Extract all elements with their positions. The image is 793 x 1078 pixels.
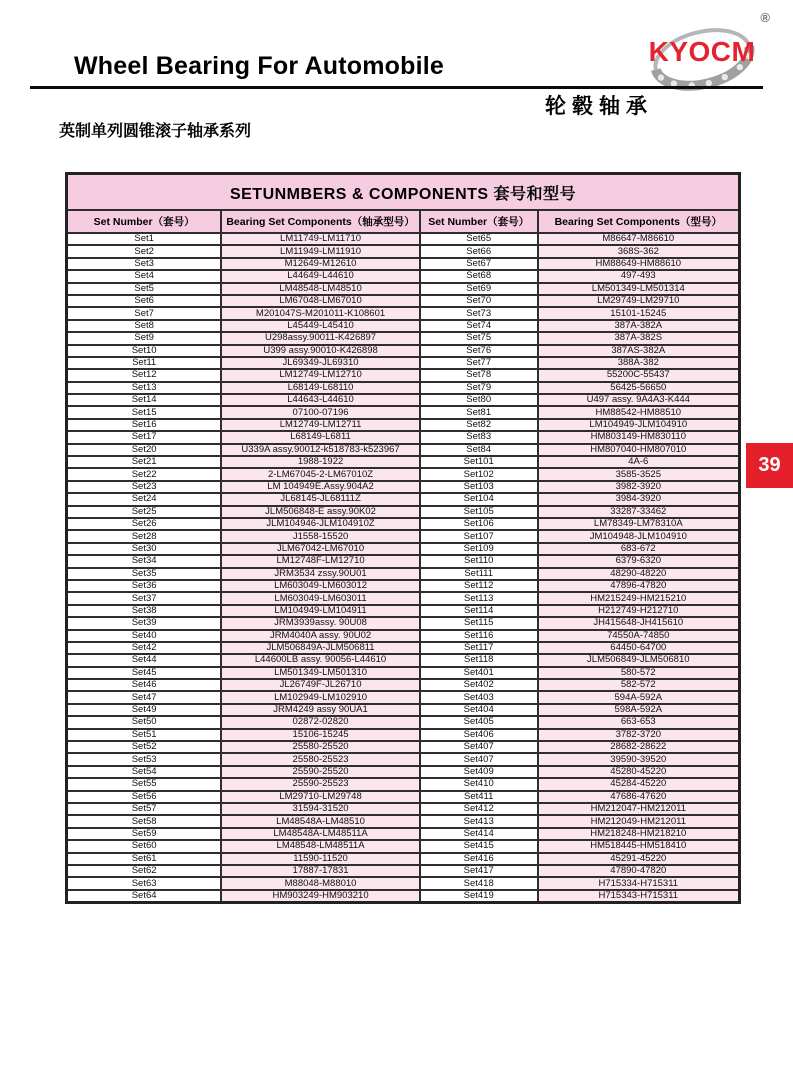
components-cell: 25580-25520: [221, 741, 420, 753]
set-number-cell: Set61: [67, 853, 222, 865]
table-row: [67, 617, 740, 629]
components-cell: HM88649-HM88610: [538, 258, 740, 270]
components-cell: HM212047-HM212011: [538, 803, 740, 815]
set-number-cell: Set107: [420, 530, 538, 542]
set-number-cell: Set117: [420, 642, 538, 654]
set-number-cell: Set34: [67, 555, 222, 567]
components-cell: H715334-H715311: [538, 877, 740, 889]
components-cell: 25580-25523: [221, 753, 420, 765]
components-cell: 3984-3920: [538, 493, 740, 505]
set-number-cell: Set405: [420, 716, 538, 728]
components-cell: 497-493: [538, 270, 740, 282]
set-number-cell: Set25: [67, 506, 222, 518]
set-number-cell: Set67: [420, 258, 538, 270]
set-number-cell: Set56: [67, 791, 222, 803]
components-cell: 1988-1922: [221, 456, 420, 468]
set-number-cell: Set105: [420, 506, 538, 518]
components-cell: JRM3939assy. 90U08: [221, 617, 420, 629]
registered-trademark-icon: ®: [760, 10, 770, 25]
set-number-cell: Set412: [420, 803, 538, 815]
set-number-cell: Set115: [420, 617, 538, 629]
components-cell: 64450-64700: [538, 642, 740, 654]
components-cell: 47686-47620: [538, 791, 740, 803]
components-cell: 45280-45220: [538, 766, 740, 778]
components-cell: 3982-3920: [538, 481, 740, 493]
set-number-cell: Set78: [420, 369, 538, 381]
components-cell: 388A-382: [538, 357, 740, 369]
set-number-cell: Set111: [420, 568, 538, 580]
set-number-cell: Set37: [67, 592, 222, 604]
table-row: [67, 320, 740, 332]
table-row: [67, 295, 740, 307]
set-number-cell: Set415: [420, 840, 538, 852]
components-cell: 3782-3720: [538, 729, 740, 741]
set-number-cell: Set407: [420, 753, 538, 765]
set-number-cell: Set4: [67, 270, 222, 282]
components-cell: 663-653: [538, 716, 740, 728]
components-cell: 15106-15245: [221, 729, 420, 741]
table-row: [67, 605, 740, 617]
components-cell: LM11949-LM11910: [221, 245, 420, 257]
set-number-cell: Set23: [67, 481, 222, 493]
set-number-cell: Set47: [67, 691, 222, 703]
set-number-cell: Set70: [420, 295, 538, 307]
set-number-cell: Set116: [420, 630, 538, 642]
components-cell: LM 104949E.Assy.904A2: [221, 481, 420, 493]
components-cell: 3585-3525: [538, 468, 740, 480]
components-cell: 02872-02820: [221, 716, 420, 728]
table-row: [67, 729, 740, 741]
set-number-cell: Set13: [67, 382, 222, 394]
set-number-cell: Set22: [67, 468, 222, 480]
components-cell: L68149-L6811: [221, 431, 420, 443]
header-divider: [30, 86, 763, 89]
set-number-cell: Set109: [420, 543, 538, 555]
components-cell: 28682-28622: [538, 741, 740, 753]
table-row: [67, 778, 740, 790]
set-number-cell: Set38: [67, 605, 222, 617]
set-number-cell: Set403: [420, 691, 538, 703]
set-number-cell: Set410: [420, 778, 538, 790]
set-number-cell: Set418: [420, 877, 538, 889]
set-number-cell: Set59: [67, 828, 222, 840]
components-cell: 2-LM67045-2-LM67010Z: [221, 468, 420, 480]
set-number-cell: Set417: [420, 865, 538, 877]
set-number-cell: Set53: [67, 753, 222, 765]
table-title: SETUNMBERS & COMPONENTS 套号和型号: [67, 174, 740, 211]
table-row: [67, 716, 740, 728]
components-cell: LM78349-LM78310A: [538, 518, 740, 530]
table-row: [67, 307, 740, 319]
components-cell: L44600LB assy. 90056-L44610: [221, 654, 420, 666]
table-row: [67, 642, 740, 654]
set-number-cell: Set58: [67, 815, 222, 827]
table-row: [67, 456, 740, 468]
table-row: [67, 345, 740, 357]
components-cell: 387A-382A: [538, 320, 740, 332]
set-number-cell: Set54: [67, 766, 222, 778]
set-number-cell: Set82: [420, 419, 538, 431]
table-row: [67, 853, 740, 865]
set-number-cell: Set64: [67, 890, 222, 903]
set-number-cell: Set83: [420, 431, 538, 443]
set-number-cell: Set7: [67, 307, 222, 319]
components-cell: JRM4040A assy. 90U02: [221, 630, 420, 642]
set-number-cell: Set51: [67, 729, 222, 741]
set-number-cell: Set402: [420, 679, 538, 691]
table-row: [67, 667, 740, 679]
table-row: [67, 369, 740, 381]
components-cell: L68149-L68110: [221, 382, 420, 394]
table-row: [67, 704, 740, 716]
set-number-cell: Set15: [67, 406, 222, 418]
page-number-badge: 39: [746, 443, 793, 488]
components-cell: HM518445-HM518410: [538, 840, 740, 852]
set-number-cell: Set79: [420, 382, 538, 394]
set-number-cell: Set45: [67, 667, 222, 679]
components-cell: 4A-6: [538, 456, 740, 468]
page-title: Wheel Bearing For Automobile: [74, 52, 444, 80]
components-cell: 11590-11520: [221, 853, 420, 865]
components-cell: M201047S-M201011-K108601: [221, 307, 420, 319]
components-cell: 55200C-55437: [538, 369, 740, 381]
set-number-cell: Set21: [67, 456, 222, 468]
set-number-cell: Set5: [67, 283, 222, 295]
table-row: [67, 890, 740, 903]
components-cell: LM67048-LM67010: [221, 295, 420, 307]
table-row: [67, 332, 740, 344]
table-row: [67, 580, 740, 592]
components-cell: LM11749-LM11710: [221, 233, 420, 245]
components-cell: 45284-45220: [538, 778, 740, 790]
table-row: [67, 815, 740, 827]
components-cell: JL26749F-JL26710: [221, 679, 420, 691]
set-number-cell: Set55: [67, 778, 222, 790]
table-row: [67, 357, 740, 369]
components-cell: LM603049-LM603011: [221, 592, 420, 604]
set-number-cell: Set62: [67, 865, 222, 877]
table-row: [67, 258, 740, 270]
set-number-cell: Set404: [420, 704, 538, 716]
components-cell: LM48548A-LM48510: [221, 815, 420, 827]
components-cell: M88048-M88010: [221, 877, 420, 889]
table-row: [67, 568, 740, 580]
components-cell: LM48548-LM48511A: [221, 840, 420, 852]
table-row: [67, 270, 740, 282]
components-cell: 45291-45220: [538, 853, 740, 865]
components-cell: L44649-L44610: [221, 270, 420, 282]
table-row: [67, 481, 740, 493]
components-cell: HM803149-HM830110: [538, 431, 740, 443]
components-cell: M12649-M12610: [221, 258, 420, 270]
set-number-cell: Set35: [67, 568, 222, 580]
table-row: [67, 555, 740, 567]
components-cell: 387A-382S: [538, 332, 740, 344]
set-number-cell: Set10: [67, 345, 222, 357]
set-number-cell: Set102: [420, 468, 538, 480]
set-number-cell: Set66: [420, 245, 538, 257]
set-number-cell: Set63: [67, 877, 222, 889]
components-cell: HM88542-HM88510: [538, 406, 740, 418]
components-cell: 07100-07196: [221, 406, 420, 418]
table-row: [67, 468, 740, 480]
components-cell: 15101-15245: [538, 307, 740, 319]
table-row: [67, 592, 740, 604]
column-header-components-left: Bearing Set Components（轴承型号）: [221, 210, 420, 233]
table-row: [67, 444, 740, 456]
logo-wordmark: KYOCM: [648, 36, 756, 67]
components-cell: HM212049-HM212011: [538, 815, 740, 827]
set-number-cell: Set75: [420, 332, 538, 344]
components-cell: JRM3534 zssy.90U01: [221, 568, 420, 580]
set-number-cell: Set77: [420, 357, 538, 369]
set-number-cell: Set101: [420, 456, 538, 468]
table-row: [67, 828, 740, 840]
table-row: [67, 530, 740, 542]
table-row: [67, 518, 740, 530]
components-cell: HM807040-HM807010: [538, 444, 740, 456]
table-row: [67, 679, 740, 691]
set-number-cell: Set2: [67, 245, 222, 257]
components-cell: 387AS-382A: [538, 345, 740, 357]
set-number-cell: Set80: [420, 394, 538, 406]
set-number-cell: Set50: [67, 716, 222, 728]
set-number-cell: Set3: [67, 258, 222, 270]
table-row: [67, 791, 740, 803]
components-cell: H715343-H715311: [538, 890, 740, 903]
set-number-cell: Set26: [67, 518, 222, 530]
components-cell: 17887-17831: [221, 865, 420, 877]
components-cell: 31594-31520: [221, 803, 420, 815]
set-number-cell: Set407: [420, 741, 538, 753]
table-row: [67, 506, 740, 518]
components-cell: LM12749-LM12711: [221, 419, 420, 431]
set-number-cell: Set103: [420, 481, 538, 493]
components-cell: LM501349-LM501310: [221, 667, 420, 679]
components-cell: J1558-15520: [221, 530, 420, 542]
set-number-cell: Set17: [67, 431, 222, 443]
set-number-cell: Set39: [67, 617, 222, 629]
set-number-cell: Set42: [67, 642, 222, 654]
components-cell: LM102949-LM102910: [221, 691, 420, 703]
set-number-cell: Set16: [67, 419, 222, 431]
table-row: [67, 865, 740, 877]
components-cell: JLM506848-E assy.90K02: [221, 506, 420, 518]
set-number-cell: Set52: [67, 741, 222, 753]
set-number-cell: Set36: [67, 580, 222, 592]
components-cell: 47896-47820: [538, 580, 740, 592]
table-row: [67, 233, 740, 245]
components-cell: U298assy.90011-K426897: [221, 332, 420, 344]
set-number-cell: Set28: [67, 530, 222, 542]
set-number-cell: Set60: [67, 840, 222, 852]
components-cell: LM104949-LM104911: [221, 605, 420, 617]
set-number-cell: Set406: [420, 729, 538, 741]
set-number-cell: Set401: [420, 667, 538, 679]
components-cell: HM218248-HM218210: [538, 828, 740, 840]
set-number-cell: Set11: [67, 357, 222, 369]
column-header-set-number-right: Set Number（套号）: [420, 210, 538, 233]
table-row: [67, 741, 740, 753]
set-number-cell: Set40: [67, 630, 222, 642]
table-row: [67, 654, 740, 666]
components-cell: JH415648-JH415610: [538, 617, 740, 629]
table-row: [67, 543, 740, 555]
components-cell: 594A-592A: [538, 691, 740, 703]
table-row: [67, 630, 740, 642]
company-logo: [638, 10, 770, 92]
set-number-cell: Set106: [420, 518, 538, 530]
set-components-table: [65, 172, 741, 904]
set-number-cell: Set65: [420, 233, 538, 245]
table-row: [67, 406, 740, 418]
set-number-cell: Set416: [420, 853, 538, 865]
components-cell: LM48548-LM48510: [221, 283, 420, 295]
components-cell: 48290-48220: [538, 568, 740, 580]
table-row: [67, 691, 740, 703]
set-number-cell: Set44: [67, 654, 222, 666]
set-number-cell: Set12: [67, 369, 222, 381]
components-cell: JL68145-JL68111Z: [221, 493, 420, 505]
components-cell: U399 assy.90010-K426898: [221, 345, 420, 357]
table-header-row: [67, 210, 740, 233]
table-body: [67, 233, 740, 903]
set-number-cell: Set1: [67, 233, 222, 245]
components-cell: JRM4249 assy 90UA1: [221, 704, 420, 716]
set-number-cell: Set57: [67, 803, 222, 815]
set-number-cell: Set30: [67, 543, 222, 555]
components-cell: LM48548A-LM48511A: [221, 828, 420, 840]
components-cell: 39590-39520: [538, 753, 740, 765]
series-subtitle-cn: 英制单列圆锥滚子轴承系列: [59, 123, 252, 140]
components-cell: 33287-33462: [538, 506, 740, 518]
set-number-cell: Set24: [67, 493, 222, 505]
table-row: [67, 245, 740, 257]
components-cell: 25590-25520: [221, 766, 420, 778]
set-number-cell: Set9: [67, 332, 222, 344]
components-cell: JLM506849A-JLM506811: [221, 642, 420, 654]
set-number-cell: Set74: [420, 320, 538, 332]
components-cell: LM29749-LM29710: [538, 295, 740, 307]
table-row: [67, 753, 740, 765]
set-number-cell: Set413: [420, 815, 538, 827]
set-number-cell: Set6: [67, 295, 222, 307]
components-cell: LM12748F-LM12710: [221, 555, 420, 567]
components-cell: 56425-56650: [538, 382, 740, 394]
set-number-cell: Set110: [420, 555, 538, 567]
table-row: [67, 766, 740, 778]
set-number-cell: Set118: [420, 654, 538, 666]
set-number-cell: Set409: [420, 766, 538, 778]
components-cell: JLM67042-LM67010: [221, 543, 420, 555]
set-number-cell: Set414: [420, 828, 538, 840]
set-number-cell: Set49: [67, 704, 222, 716]
components-cell: JLM104946-JLM104910Z: [221, 518, 420, 530]
set-number-cell: Set112: [420, 580, 538, 592]
table-row: [67, 283, 740, 295]
components-cell: LM12749-LM12710: [221, 369, 420, 381]
column-header-components-right: Bearing Set Components（型号）: [538, 210, 740, 233]
components-cell: JM104948-JLM104910: [538, 530, 740, 542]
components-cell: 582-572: [538, 679, 740, 691]
components-cell: LM29710-LM29748: [221, 791, 420, 803]
components-cell: M86647-M86610: [538, 233, 740, 245]
components-cell: 598A-592A: [538, 704, 740, 716]
set-number-cell: Set68: [420, 270, 538, 282]
components-cell: 6379-6320: [538, 555, 740, 567]
components-cell: 683-672: [538, 543, 740, 555]
column-header-set-number-left: Set Number（套号）: [67, 210, 222, 233]
components-cell: HM903249-HM903210: [221, 890, 420, 903]
set-number-cell: Set46: [67, 679, 222, 691]
set-number-cell: Set14: [67, 394, 222, 406]
components-cell: H212749-H212710: [538, 605, 740, 617]
components-cell: L45449-L45410: [221, 320, 420, 332]
table-row: [67, 394, 740, 406]
set-number-cell: Set76: [420, 345, 538, 357]
components-cell: LM603049-LM603012: [221, 580, 420, 592]
set-number-cell: Set104: [420, 493, 538, 505]
components-cell: JL69349-JL69310: [221, 357, 420, 369]
components-cell: HM215249-HM215210: [538, 592, 740, 604]
components-cell: 74550A-74850: [538, 630, 740, 642]
set-number-cell: Set84: [420, 444, 538, 456]
table-row: [67, 493, 740, 505]
set-number-cell: Set114: [420, 605, 538, 617]
components-cell: 25590-25523: [221, 778, 420, 790]
components-cell: LM501349-LM501314: [538, 283, 740, 295]
components-cell: 47890-47820: [538, 865, 740, 877]
components-cell: U339A assy.90012-k518783-k523967: [221, 444, 420, 456]
components-cell: 580-572: [538, 667, 740, 679]
set-number-cell: Set419: [420, 890, 538, 903]
components-cell: 368S-362: [538, 245, 740, 257]
components-cell: JLM506849-JLM506810: [538, 654, 740, 666]
set-number-cell: Set411: [420, 791, 538, 803]
set-number-cell: Set73: [420, 307, 538, 319]
set-number-cell: Set20: [67, 444, 222, 456]
table-row: [67, 382, 740, 394]
set-number-cell: Set69: [420, 283, 538, 295]
category-title-cn: 轮毂轴承: [545, 95, 653, 118]
table-row: [67, 431, 740, 443]
set-number-cell: Set113: [420, 592, 538, 604]
components-cell: U497 assy. 9A4A3-K444: [538, 394, 740, 406]
set-number-cell: Set8: [67, 320, 222, 332]
components-cell: LM104949-JLM104910: [538, 419, 740, 431]
table-row: [67, 803, 740, 815]
table-row: [67, 419, 740, 431]
components-cell: L44643-L44610: [221, 394, 420, 406]
table-row: [67, 877, 740, 889]
set-number-cell: Set81: [420, 406, 538, 418]
table-row: [67, 840, 740, 852]
table-title-row: [67, 174, 740, 211]
